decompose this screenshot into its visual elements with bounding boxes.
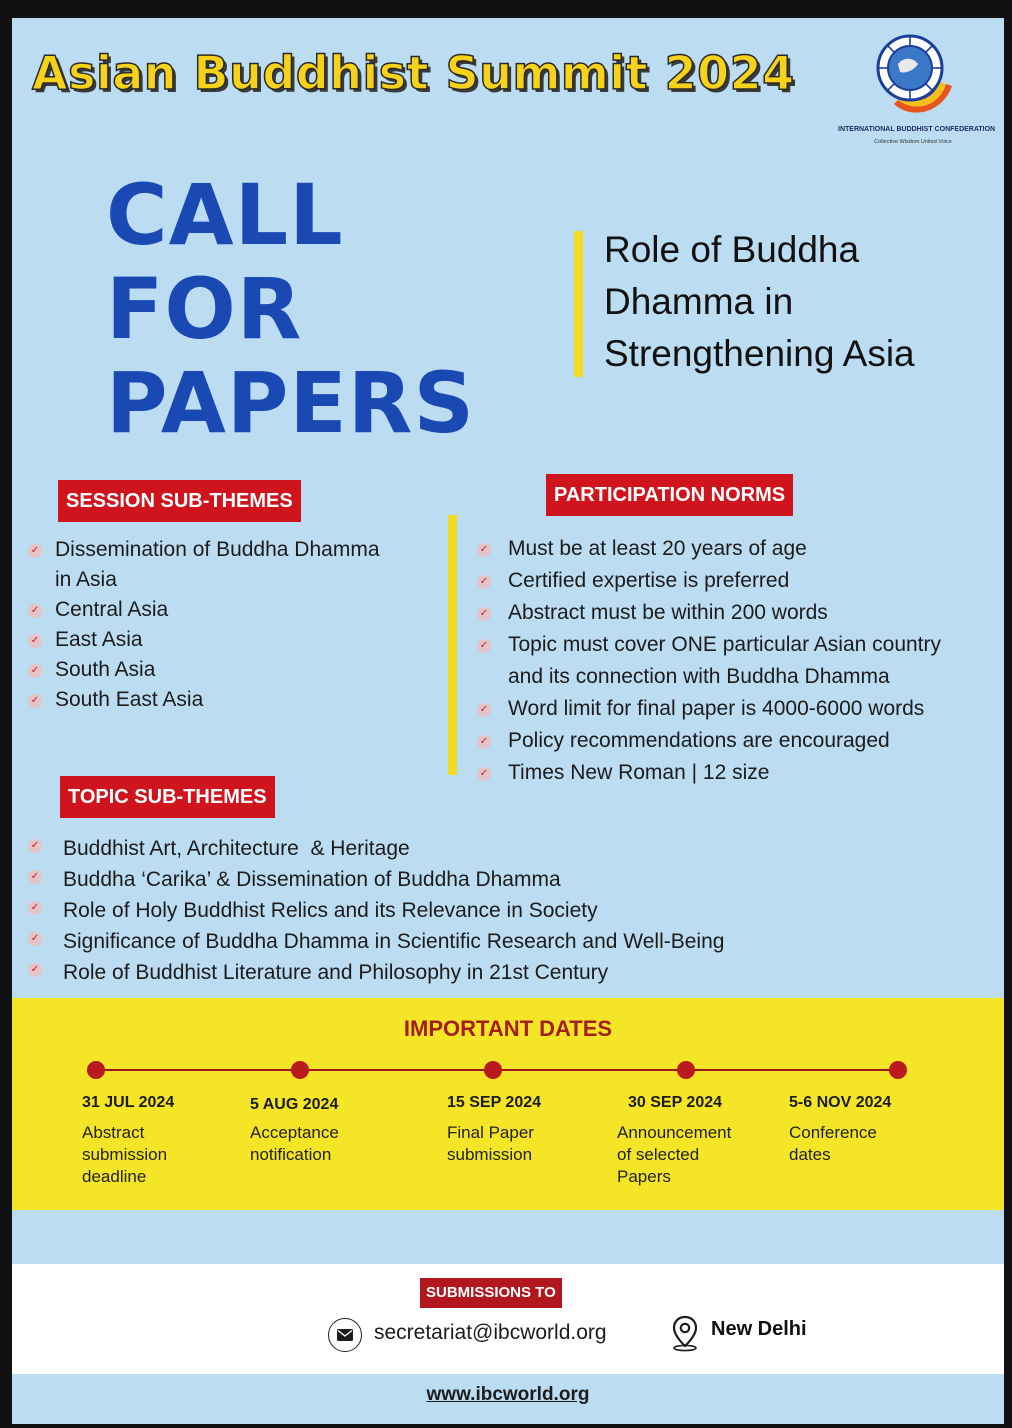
cfp-line: PAPERS — [106, 354, 475, 452]
participation-norms-list — [477, 533, 997, 789]
date-description: Abstract submission deadline — [82, 1123, 168, 1186]
list-item: ✓ Must be at least 20 years of age — [477, 533, 997, 565]
date-description: Announcement of selected Papers — [617, 1123, 732, 1186]
theme-line: Dhamma in — [604, 281, 794, 322]
list-item: ✓ Significance of Buddha Dhamma in Scientific Research and Well-Being — [28, 926, 788, 957]
list-item-continuation: in Asia — [55, 568, 117, 591]
list-item: ✓ Central Asia — [28, 595, 438, 625]
date-label: 30 SEP 2024 — [628, 1094, 723, 1111]
date-item — [789, 1094, 959, 1166]
list-item: ✓ Buddha ‘Carika’ & Dissemination of Buddha Dhamma — [28, 864, 788, 895]
list-item: ✓ Dissemination of Buddha Dhamma — [28, 535, 438, 565]
check-icon: ✓ — [28, 664, 42, 678]
important-dates-section — [12, 998, 1004, 1210]
check-icon: ✓ — [477, 703, 491, 717]
check-icon: ✓ — [477, 767, 491, 781]
check-icon: ✓ — [28, 634, 42, 648]
submissions-heading: SUBMISSIONS TO — [420, 1278, 562, 1308]
ibc-logo — [838, 34, 996, 154]
date-description: Acceptance notification — [250, 1123, 339, 1164]
theme-line: Strengthening Asia — [604, 333, 915, 374]
check-icon: ✓ — [28, 870, 42, 884]
check-icon: ✓ — [477, 607, 491, 621]
date-label: 5-6 NOV 2024 — [789, 1094, 892, 1111]
check-icon: ✓ — [28, 963, 42, 977]
main-theme — [604, 224, 915, 380]
timeline-dot — [291, 1061, 309, 1079]
location-pin-icon — [670, 1314, 700, 1352]
list-item: ✓ East Asia — [28, 625, 438, 655]
list-item: ✓ Times New Roman | 12 size — [477, 757, 997, 789]
date-description: Final Paper submission — [447, 1123, 534, 1164]
list-item: ✓ Abstract must be within 200 words — [477, 597, 997, 629]
check-icon: ✓ — [477, 575, 491, 589]
list-item: ✓ Buddhist Art, Architecture & Heritage — [28, 833, 788, 864]
cfp-line: CALL — [106, 166, 344, 264]
list-item: ✓ Role of Holy Buddhist Relics and its Relevance in Society — [28, 895, 788, 926]
website-link[interactable]: www.ibcworld.org — [426, 1384, 590, 1405]
check-icon: ✓ — [28, 932, 42, 946]
date-item — [447, 1094, 617, 1166]
list-item: ✓ Certified expertise is preferred — [477, 565, 997, 597]
poster — [12, 18, 1004, 1424]
check-icon: ✓ — [28, 694, 42, 708]
check-icon: ✓ — [28, 544, 42, 558]
session-sub-themes-heading: SESSION SUB-THEMES — [58, 480, 301, 522]
check-icon: ✓ — [477, 639, 491, 653]
participation-norms-heading: PARTICIPATION NORMS — [546, 474, 793, 516]
timeline-dot — [87, 1061, 105, 1079]
date-item — [250, 1096, 420, 1166]
column-divider — [448, 515, 457, 775]
list-item: ✓ Word limit for final paper is 4000-6000 words — [477, 693, 997, 725]
list-item-continuation: and its connection with Buddha Dhamma — [508, 665, 890, 688]
theme-accent-bar — [574, 231, 583, 377]
check-icon: ✓ — [477, 543, 491, 557]
date-label: 31 JUL 2024 — [82, 1094, 175, 1111]
check-icon: ✓ — [28, 901, 42, 915]
list-item: ✓ Topic must cover ONE particular Asian country — [477, 629, 997, 661]
list-item: ✓ South Asia — [28, 655, 438, 685]
date-label: 15 SEP 2024 — [447, 1094, 542, 1111]
location-city: New Delhi — [711, 1318, 807, 1340]
check-icon: ✓ — [28, 604, 42, 618]
check-icon: ✓ — [477, 735, 491, 749]
logo-tagline: Collective Wisdom United Voice — [874, 139, 952, 145]
timeline-dot — [889, 1061, 907, 1079]
mail-icon — [328, 1318, 362, 1352]
call-for-papers-heading — [106, 168, 475, 450]
date-item — [82, 1094, 252, 1188]
topic-sub-themes-heading: TOPIC SUB-THEMES — [60, 776, 275, 818]
date-label: 5 AUG 2024 — [250, 1096, 339, 1113]
summit-title: Asian Buddhist Summit 2024 — [32, 46, 795, 100]
date-description: Conference dates — [789, 1123, 877, 1164]
list-item: ✓ Policy recommendations are encouraged — [477, 725, 997, 757]
list-item: ✓ South East Asia — [28, 685, 438, 715]
check-icon: ✓ — [28, 839, 42, 853]
dharma-wheel-globe-icon — [874, 34, 954, 124]
theme-line: Role of Buddha — [604, 229, 860, 270]
timeline-dot — [677, 1061, 695, 1079]
list-item: ✓ Role of Buddhist Literature and Philosophy in 21st Century — [28, 957, 788, 988]
cfp-line: FOR — [106, 260, 303, 358]
important-dates-heading: IMPORTANT DATES — [403, 1016, 613, 1041]
submissions-section — [12, 1264, 1004, 1374]
date-item — [617, 1094, 787, 1188]
topic-sub-themes-list — [28, 833, 788, 988]
submission-email-link[interactable]: secretariat@ibcworld.org — [374, 1321, 607, 1344]
session-sub-themes-list — [28, 535, 438, 715]
timeline-dot — [484, 1061, 502, 1079]
logo-organization-name: INTERNATIONAL BUDDHIST CONFEDERATION — [838, 126, 996, 133]
